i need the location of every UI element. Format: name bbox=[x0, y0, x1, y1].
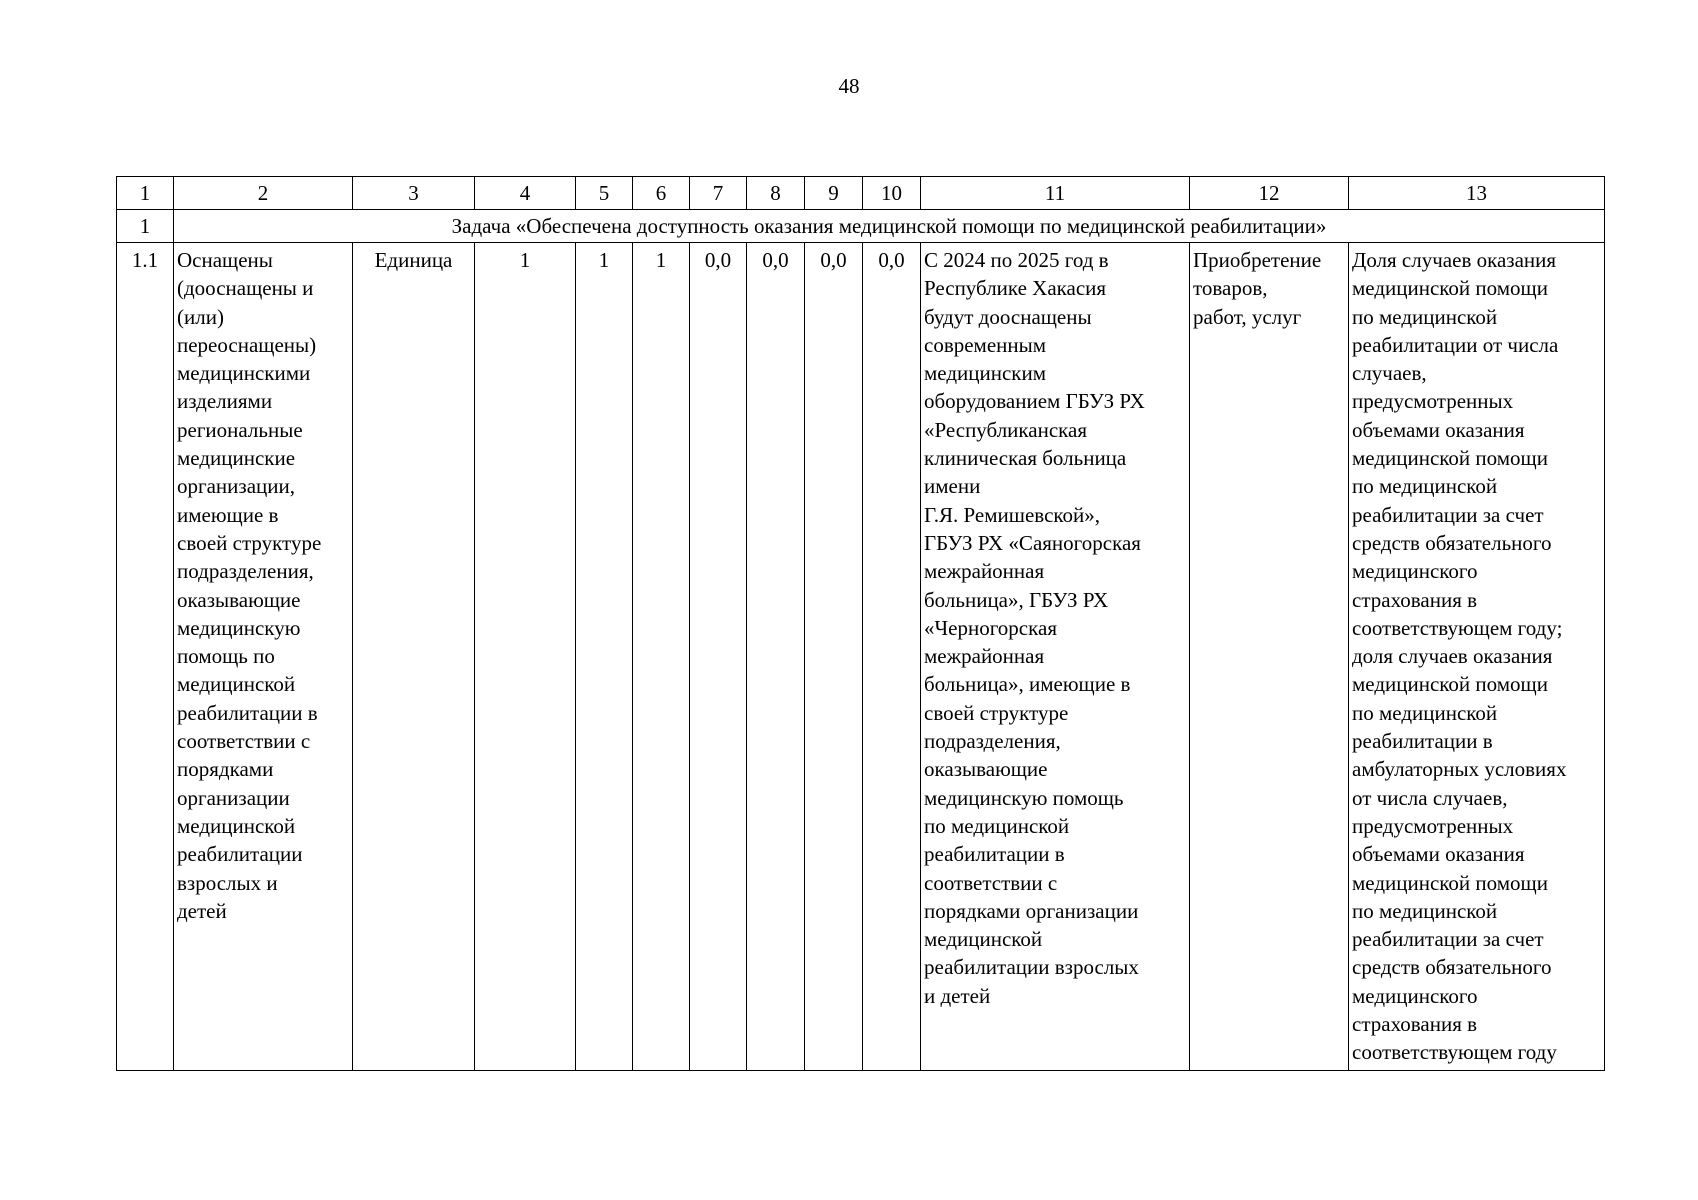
value-cell-4: 1 bbox=[475, 243, 576, 1071]
value-cell-9: 0,0 bbox=[805, 243, 863, 1071]
unit-cell: Единица bbox=[353, 243, 475, 1071]
value-cell-5: 1 bbox=[576, 243, 633, 1071]
header-cell: 13 bbox=[1349, 177, 1605, 210]
header-cell: 8 bbox=[747, 177, 805, 210]
header-cell: 2 bbox=[174, 177, 353, 210]
task-title: Задача «Обеспечена доступность оказания медицинской помощи по медицинской реабилитации» bbox=[174, 210, 1605, 243]
value-cell-10: 0,0 bbox=[863, 243, 921, 1071]
value-cell-7: 0,0 bbox=[690, 243, 747, 1071]
page-number: 48 bbox=[838, 74, 860, 98]
value-cell-6: 1 bbox=[633, 243, 690, 1071]
header-cell: 9 bbox=[805, 177, 863, 210]
header-cell: 1 bbox=[117, 177, 174, 210]
measure-name: Оснащены (дооснащены и (или) переоснащены) медицинскими изделиями региональные медицинские организации, имеющие в своей структуре подразделения, оказывающие медицинскую помощь по медицинской реабилитации в соответствии с порядками организации медицинской реабилитации взрослых и детей bbox=[174, 243, 353, 1071]
row-number: 1.1 bbox=[117, 243, 174, 1071]
header-cell: 4 bbox=[475, 177, 576, 210]
header-cell: 10 bbox=[863, 177, 921, 210]
value-cell-8: 0,0 bbox=[747, 243, 805, 1071]
task-number: 1 bbox=[117, 210, 174, 243]
task-row bbox=[117, 210, 1605, 243]
measure-type: Приобретение товаров, работ, услуг bbox=[1190, 243, 1349, 1071]
measure-description: С 2024 по 2025 год в Республике Хакасия будут дооснащены современным медицинским оборудованием ГБУЗ РХ «Республиканская клиническая больница имени Г.Я. Ремишевской», ГБУЗ РХ «Саяногорская межрайонная больница», ГБУЗ РХ «Черногорская межрайонная больница», имеющие в своей структуре подразделения, оказывающие медицинскую помощь по медицинской реабилитации в соответствии с порядками организации медицинской реабилитации взрослых и детей bbox=[921, 243, 1190, 1071]
header-cell: 5 bbox=[576, 177, 633, 210]
header-cell: 3 bbox=[353, 177, 475, 210]
table-row bbox=[117, 243, 1605, 1071]
table-header-row bbox=[117, 177, 1605, 210]
header-cell: 12 bbox=[1190, 177, 1349, 210]
related-indicators: Доля случаев оказания медицинской помощи по медицинской реабилитации от числа случаев, предусмотренных объемами оказания медицинской помощи по медицинской реабилитации за счет средств обязательного медицинского страхования в соответствующем году; доля случаев оказания медицинской помощи по медицинской реабилитации в амбулаторных условиях от числа случаев, предусмотренных объемами оказания медицинской помощи по медицинской реабилитации за счет средств обязательного медицинского страхования в соответствующем году bbox=[1349, 243, 1605, 1071]
measures-table bbox=[116, 176, 1605, 1071]
header-cell: 6 bbox=[633, 177, 690, 210]
header-cell: 7 bbox=[690, 177, 747, 210]
header-cell: 11 bbox=[921, 177, 1190, 210]
